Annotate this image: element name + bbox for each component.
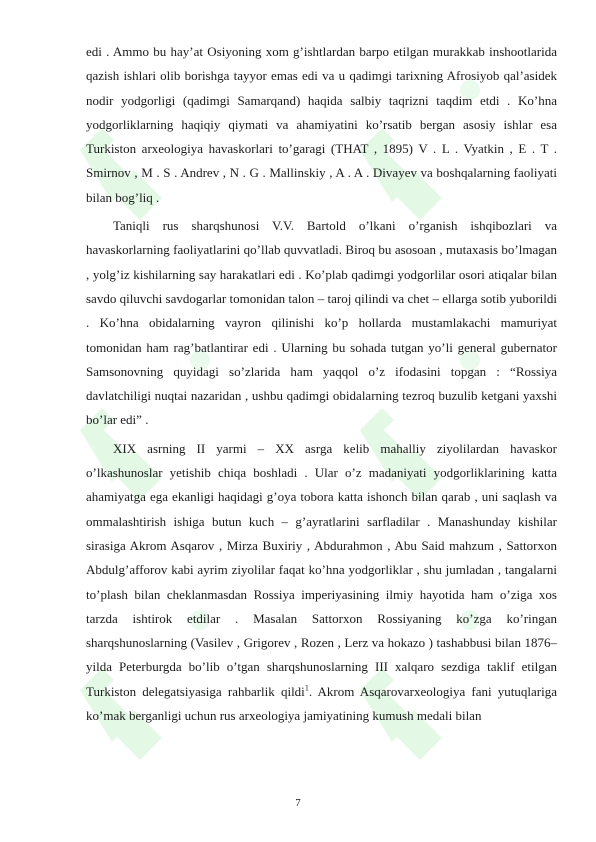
paragraph-1: edi . Ammo bu hay’at Osiyoning xom g’ishtlardan barpo etilgan murakkab inshootlarida qazish ishlari olib borishga tayyor emas edi va u qadimgi tarixning Afrosiyob qal’asidek nodir yodgorligi (qadimgi Samarqand) haqida salbiy taqrizni taqdim etdi . Ko’hna yodgorliklarning haqiqiy qiymati va ahamiyatini ko’rsatib bergan asosiy ishlar esa Turkiston arxeologiya havaskorlari to’garagi (THAT , 1895) V . L . Vyatkin , E . T . Smirnov , M . S . Andrev , N . G . Mallinskiy , A . A . Divayev va boshqalarning faoliyati bilan bog’liq . (86, 44, 557, 205)
paragraph-3 (86, 437, 557, 729)
page-number: 7 (295, 797, 301, 809)
paragraph-3-text: XIX asrning II yarmi – XX asrga kelib mahalliy ziyolilardan havaskor o’lkashunoslar yetishib chiqa boshladi . Ular o’z madaniyati yodgorliklarining katta ahamiyatga ega ekanligi haqidagi g’oya tobora katta ishonch bilan qarab , uni saqlash va ommalashtirish ishiga butun kuch – g’ayratlarini sarfladilar . Manashunday kishilar sirasiga Akrom Asqarov , Mirza Buxiriy , Abdurahmon , Abu Said mahzum , Sattorxon Abdulg’afforov kabi ayrim ziyolilar faqat ko’hna yodgorliklar , shu jumladan , tangalarni to’plash bilan cheklanmasdan Rossiya imperiyasining ilmiy hayotida ham o’ziga xos tarzda ishtirok etdilar . Masalan Sattorxon Rossiyaning ko’zga ko’ringan sharqshunoslarning (Vasilev , Grigorev , Rozen , Lerz va hokazo ) tashabbusi bilan 1876–yilda Peterburgda bo’lib o’tgan sharqshunoslarning III xalqaro sezdiga taklif etilgan Turkiston delegatsiyasiga rahbarlik qildi (86, 440, 557, 699)
footnote-reference[interactable]: 1 (304, 683, 309, 693)
paragraph-3-text-end: . Akrom Asqarovarxeologiya fani yutuqlariga ko’mak berganligi uchun rus arxeologiya jamiyatining kumush medali bilan (86, 683, 557, 724)
document-body (86, 40, 557, 728)
paragraph-2: Taniqli rus sharqshunosi V.V. Bartold o’lkani o’rganish ishqibozlari va havaskorlarning faoliyatlarini qo’llab quvvatladi. Biroq bu asosoan , mutaxasis bo’lmagan , yolg’iz kishilarning say harakatlari edi . Ko’plab qadimgi yodgorlilar osori atiqalar bilan savdo qiluvchi savdogarlar tomonidan talon – taroj qilindi va chet – ellarga sotib yuborildi . Ko’hna obidalarning vayron qilinishi ko’p hollarda mustamlakachi mamuriyat tomonidan ham rag’batlantirar edi . Ularning bu sohada tutgan yo’li general gubernator Samsonovning quyidagi so’zlarida ham yaqqol o’z ifodasini topgan : “Rossiya davlatchiligi nuqtai nazaridan , ushbu qadimgi obidalarning tezroq buzulib ketgani yaxshi bo’lar edi” . (86, 218, 557, 428)
